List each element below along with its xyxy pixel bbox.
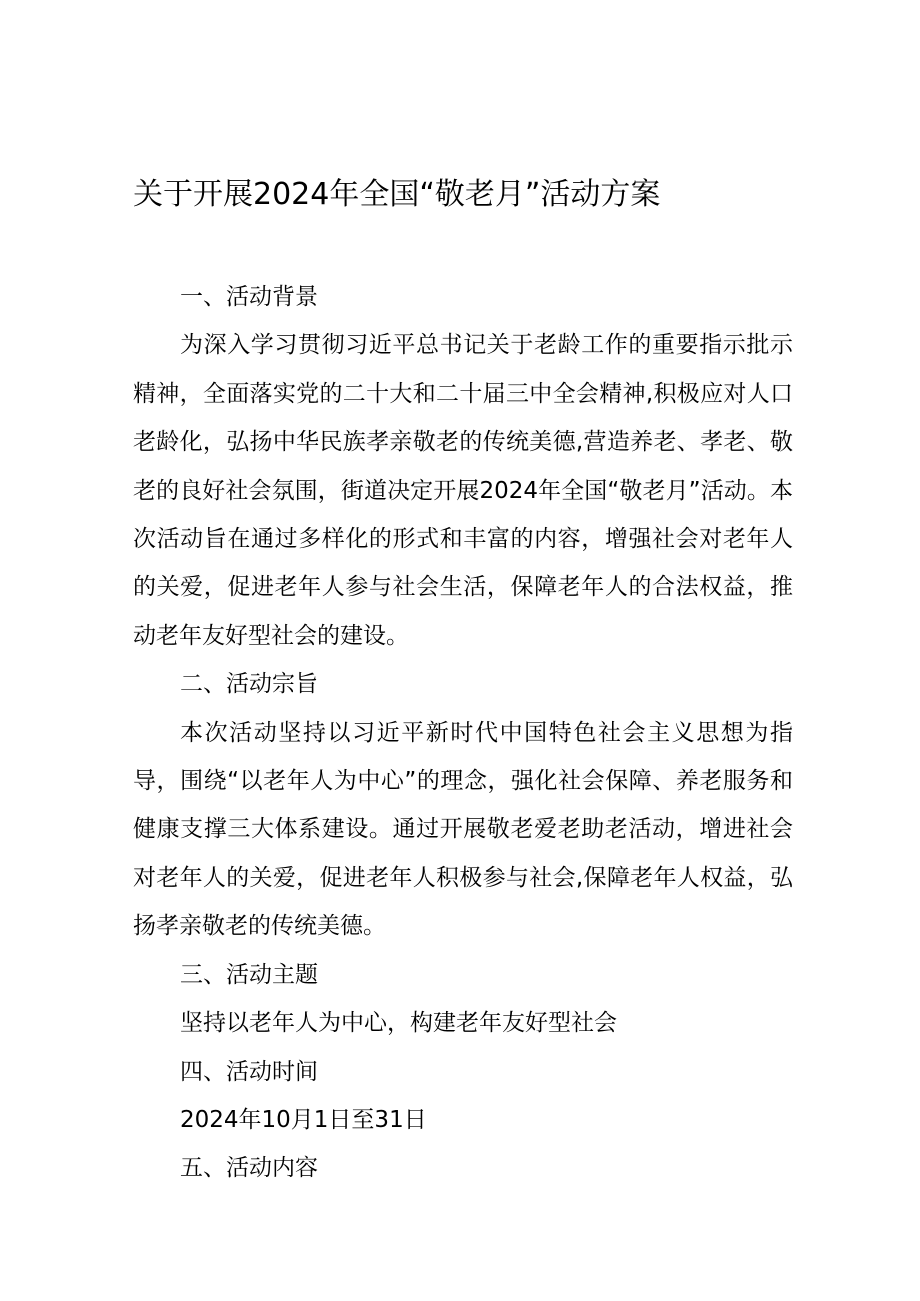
document-body bbox=[133, 273, 793, 1193]
section-heading-background: 一、活动背景 bbox=[180, 284, 318, 310]
section-paragraph-background: 为深入学习贯彻习近平总书记关于老龄工作的重要指示批示精神，全面落实党的二十大和二十届三中全会精神,积极应对人口老龄化，弘扬中华民族孝亲敬老的传统美德,营造养老、孝老、敬老的良好社会氛围，街道决定开展2024年全国“敬老月”活动。本次活动旨在通过多样化的形式和丰富的内容，增强社会对老年人的关爱，促进老年人参与社会生活，保障老年人的合法权益，推动老年友好型社会的建设。 bbox=[133, 332, 793, 649]
section-paragraph-purpose: 本次活动坚持以习近平新时代中国特色社会主义思想为指导，围绕“以老年人为中心”的理念，强化社会保障、养老服务和健康支撑三大体系建设。通过开展敬老爱老助老活动，增进社会对老年人的关爱，促进老年人积极参与社会,保障老年人权益，弘扬孝亲敬老的传统美德。 bbox=[133, 719, 793, 940]
section-heading-content: 五、活动内容 bbox=[180, 1155, 318, 1182]
section-line-time: 2024年10月1日至31日 bbox=[180, 1106, 427, 1133]
document-title: 关于开展2024年全国“敬老月”活动方案 bbox=[133, 177, 661, 212]
section-heading-purpose: 二、活动宗旨 bbox=[180, 671, 318, 698]
section-heading-time: 四、活动时间 bbox=[180, 1058, 318, 1085]
section-line-theme: 坚持以老年人为中心，构建老年友好型社会 bbox=[180, 1010, 617, 1037]
section-heading-theme: 三、活动主题 bbox=[180, 961, 318, 988]
